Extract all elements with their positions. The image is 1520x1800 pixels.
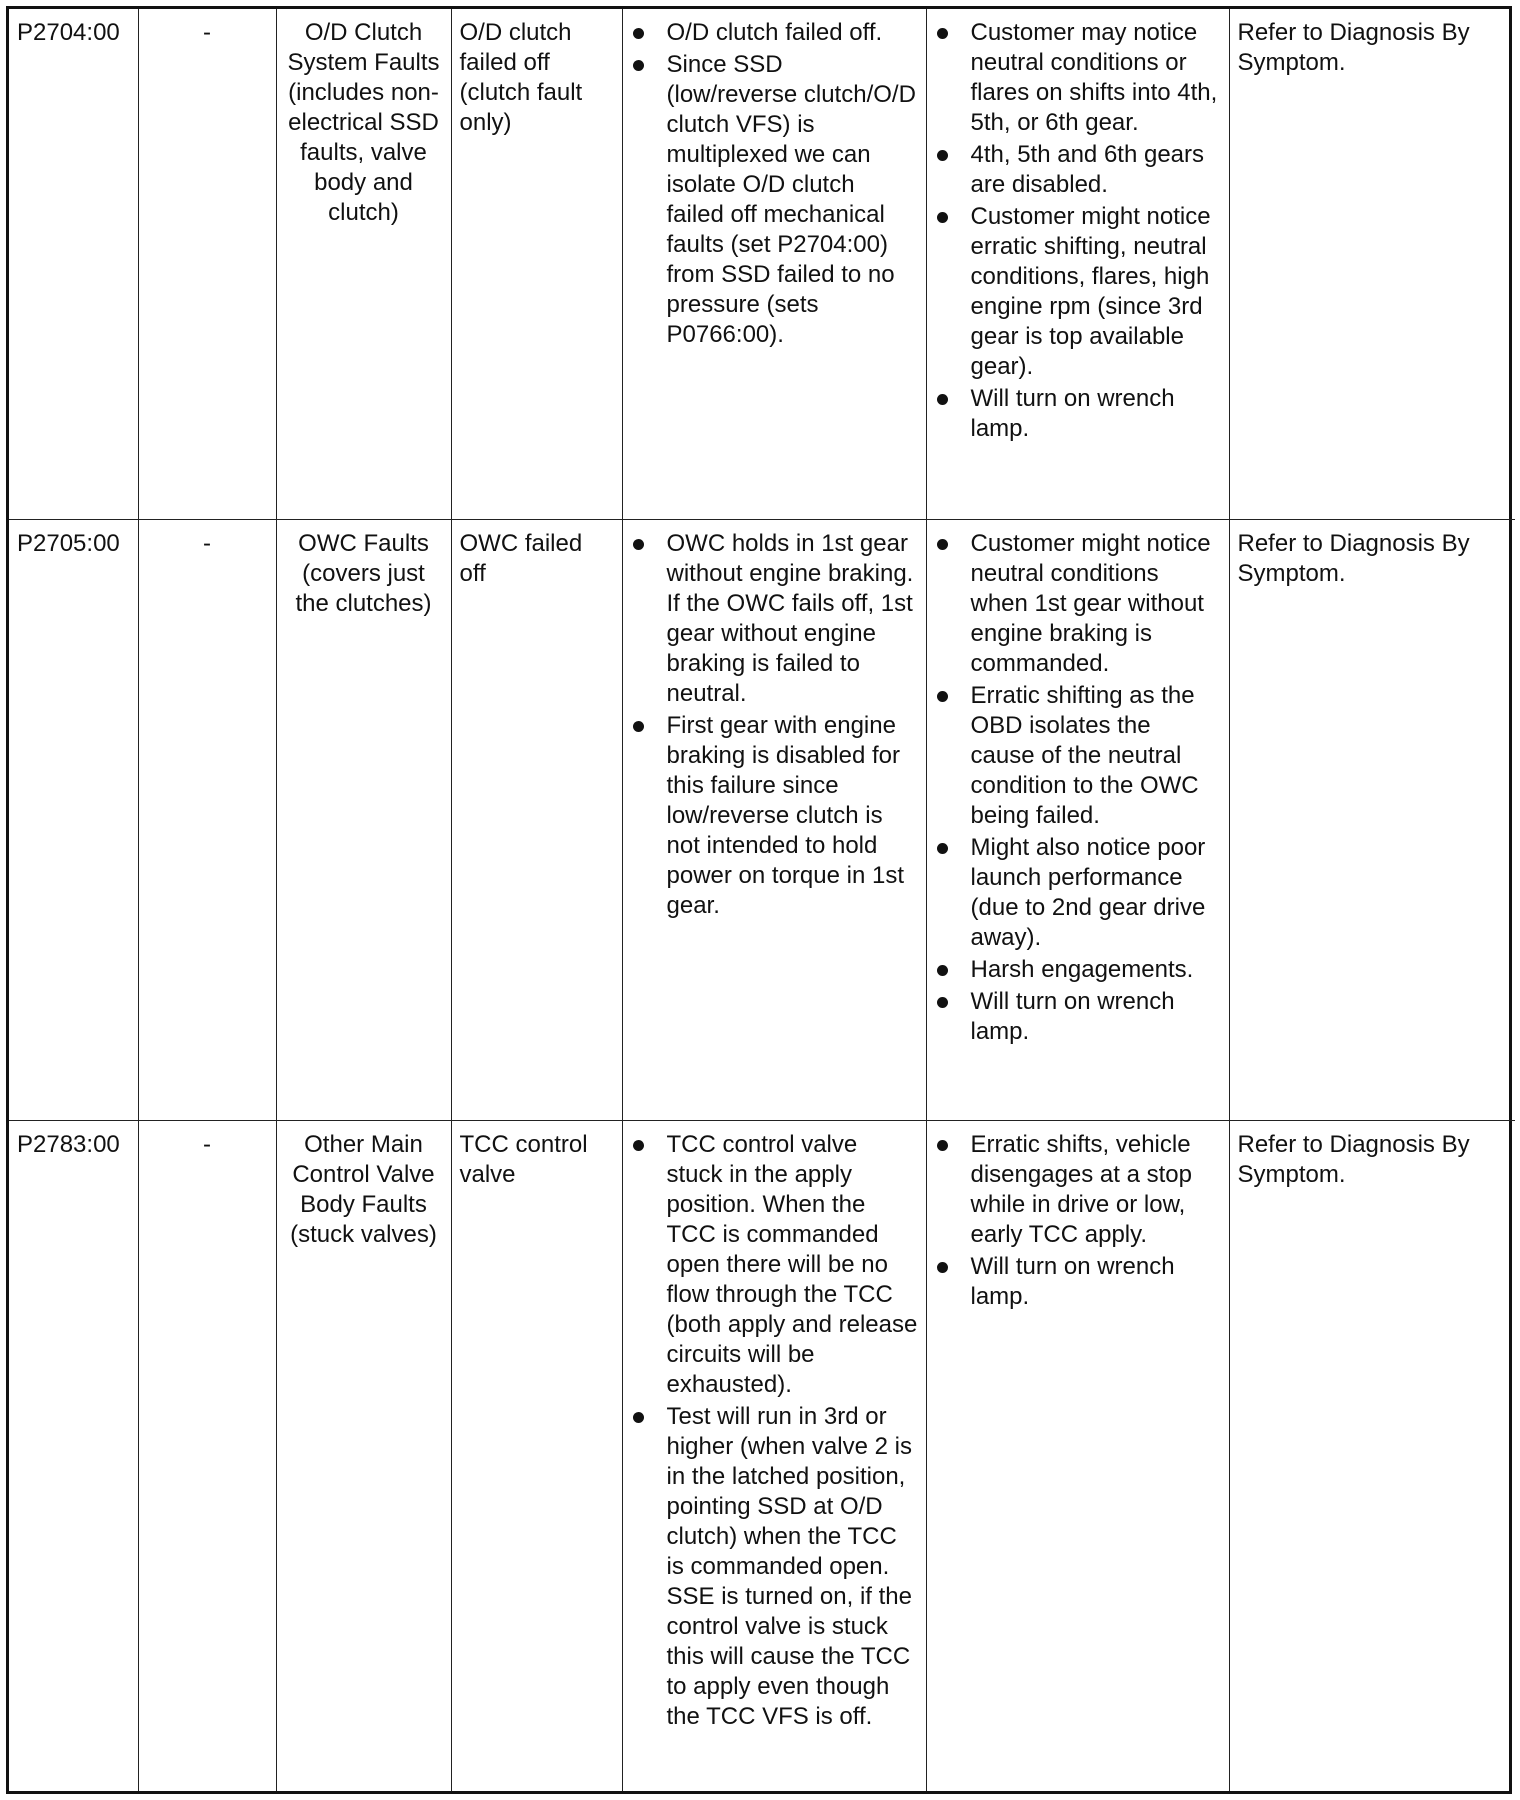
list-item [935,955,1221,985]
impact-list [935,1130,1221,1312]
bullet-icon [937,843,948,854]
bullet-icon [937,28,948,39]
list-item [631,18,918,48]
list-item [935,529,1221,679]
impact-cell [926,1120,1229,1791]
bullet-icon [937,212,948,223]
list-item [631,529,918,709]
list-item [935,140,1221,200]
bullet-icon [937,394,948,405]
list-item [935,384,1221,444]
bullet-icon [937,1140,948,1151]
bullet-text: Might also notice poor launch performance (due to 2nd gear drive away). [970,833,1206,951]
bullet-text: 4th, 5th and 6th gears are disabled. [970,141,1205,198]
symptom-byte: - [138,9,276,519]
list-item [631,1402,918,1732]
bullet-icon [633,1412,644,1423]
fault-type: O/D clutch failed off (clutch fault only) [451,9,622,519]
symptom-byte: - [138,1120,276,1791]
dtc-table-frame [6,6,1512,1794]
fault-type: TCC control valve [451,1120,622,1791]
action-text: Refer to Diagnosis By Symptom. [1229,9,1515,519]
bullet-text: Harsh engagements. [970,955,1194,983]
bullet-text: O/D clutch failed off. [666,19,883,46]
bullet-text: Test will run in 3rd or higher (when valve 2 is in the latched position, pointing SSD at O/D clutch) when the TCC is commanded open. SSE is turned on, if the control valve is stuck this will cause the TCC to apply even though the TCC VFS is off. [666,1402,912,1730]
list-item [935,833,1221,953]
table-row [9,1120,1515,1791]
description-cell [622,1120,926,1791]
bullet-icon [633,721,644,732]
bullet-text: Will turn on wrench lamp. [970,385,1175,442]
table-row [9,9,1515,519]
impact-list [935,18,1221,444]
bullet-icon [937,997,948,1008]
impact-cell [926,9,1229,519]
component-name: O/D Clutch System Faults (includes non-electrical SSD faults, valve body and clutch) [276,9,451,519]
symptom-byte: - [138,519,276,1120]
bullet-text: Erratic shifting as the OBD isolates the cause of the neutral condition to the OWC being failed. [970,681,1199,829]
dtc-code: P2705:00 [9,519,138,1120]
bullet-text: Since SSD (low/reverse clutch/O/D clutch VFS) is multiplexed we can isolate O/D clutch failed off mechanical faults (set P2704:00) from SSD failed to no pressure (sets P0766:00). [666,51,916,348]
description-cell [622,519,926,1120]
impact-cell [926,519,1229,1120]
list-item [631,50,918,350]
table-row [9,519,1515,1120]
dtc-table [9,9,1515,1791]
description-cell [622,9,926,519]
bullet-icon [937,150,948,161]
bullet-icon [633,1140,644,1151]
bullet-text: TCC control valve stuck in the apply position. When the TCC is commanded open there will be no flow through the TCC (both apply and release circuits will be exhausted). [666,1130,918,1398]
component-name: Other Main Control Valve Body Faults (stuck valves) [276,1120,451,1791]
bullet-icon [937,1262,948,1273]
bullet-text: Customer might notice erratic shifting, neutral conditions, flares, high engine rpm (since 3rd gear is top available gear). [970,203,1211,380]
list-item [935,681,1221,831]
list-item [935,1252,1221,1312]
bullet-text: OWC holds in 1st gear without engine braking. If the OWC fails off, 1st gear without engine braking is failed to neutral. [666,529,914,707]
list-item [935,1130,1221,1250]
description-list [631,529,918,921]
bullet-icon [937,965,948,976]
bullet-text: First gear with engine braking is disabled for this failure since low/reverse clutch is not intended to hold power on torque in 1st gear. [666,711,904,919]
list-item [631,711,918,921]
list-item [935,987,1221,1047]
bullet-text: Customer might notice neutral conditions when 1st gear without engine braking is commanded. [970,529,1211,677]
bullet-icon [633,60,644,71]
bullet-text: Erratic shifts, vehicle disengages at a stop while in drive or low, early TCC apply. [970,1130,1192,1248]
bullet-text: Customer may notice neutral conditions or flares on shifts into 4th, 5th, or 6th gear. [970,19,1218,136]
dtc-code: P2783:00 [9,1120,138,1791]
action-text: Refer to Diagnosis By Symptom. [1229,519,1515,1120]
dtc-code: P2704:00 [9,9,138,519]
list-item [631,1130,918,1400]
list-item [935,202,1221,382]
bullet-icon [633,28,644,39]
action-text: Refer to Diagnosis By Symptom. [1229,1120,1515,1791]
bullet-icon [937,539,948,550]
bullet-icon [937,691,948,702]
bullet-text: Will turn on wrench lamp. [970,987,1175,1045]
fault-type: OWC failed off [451,519,622,1120]
list-item [935,18,1221,138]
description-list [631,18,918,350]
bullet-icon [633,539,644,550]
bullet-text: Will turn on wrench lamp. [970,1252,1175,1310]
description-list [631,1130,918,1732]
component-name: OWC Faults (covers just the clutches) [276,519,451,1120]
impact-list [935,529,1221,1047]
